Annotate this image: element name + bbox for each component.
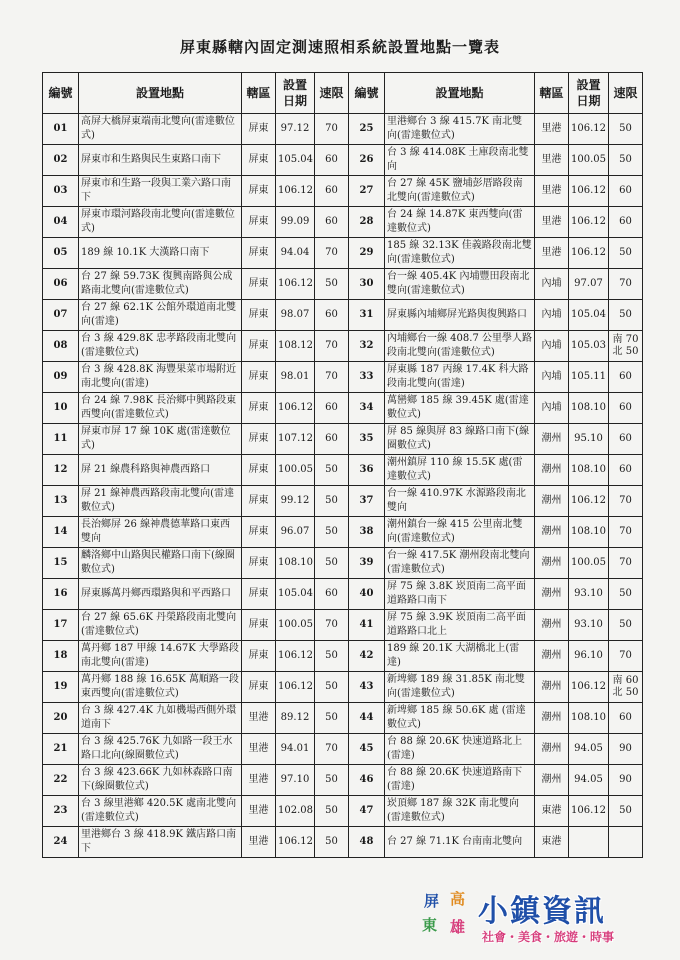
row-date: 93.10 <box>569 579 609 610</box>
row-location: 台 27 線 71.1K 台南南北雙向 <box>385 827 535 858</box>
row-date: 93.10 <box>569 610 609 641</box>
logo-char: 高 <box>450 890 466 908</box>
table-row <box>43 424 643 455</box>
row-location: 萬丹鄉 188 線 16.65K 萬順路一段東西雙向(雷達數位式) <box>79 672 242 703</box>
row-district: 屏東 <box>242 269 276 300</box>
row-district: 屏東 <box>242 362 276 393</box>
row-district: 屏東 <box>242 548 276 579</box>
row-location: 台 88 線 20.6K 快速道路南下(雷達) <box>385 765 535 796</box>
row-date: 94.01 <box>276 734 315 765</box>
row-date: 97.07 <box>569 269 609 300</box>
row-location: 台 27 線 45K 鹽埔彭厝路段南北雙向(雷達數位式) <box>385 176 535 207</box>
table-row <box>43 796 643 827</box>
row-location: 新埤鄉 189 線 31.85K 南北雙向(雷達數位式) <box>385 672 535 703</box>
row-speed-limit: 50 <box>315 269 349 300</box>
row-location: 崁頂鄉 187 線 32K 南北雙向(雷達數位式) <box>385 796 535 827</box>
row-speed-limit: 50 <box>315 486 349 517</box>
row-location: 潮州鎮屏 110 線 15.5K 處(雷達數位式) <box>385 455 535 486</box>
row-date: 106.12 <box>276 176 315 207</box>
row-speed-limit: 70 <box>315 362 349 393</box>
row-district: 屏東 <box>242 641 276 672</box>
row-number: 44 <box>349 703 385 734</box>
row-district: 潮州 <box>535 765 569 796</box>
row-speed-limit: 70 <box>609 486 643 517</box>
row-number: 45 <box>349 734 385 765</box>
row-number: 22 <box>43 765 79 796</box>
logo-badge <box>420 890 474 944</box>
table-row <box>43 672 643 703</box>
page-title: 屏東縣轄內固定測速照相系統設置地點一覽表 <box>179 38 500 56</box>
row-date: 99.12 <box>276 486 315 517</box>
row-district: 里港 <box>242 827 276 858</box>
row-district: 潮州 <box>535 703 569 734</box>
table-row <box>43 579 643 610</box>
row-location: 長治鄉屏 26 線神農德華路口東西雙向 <box>79 517 242 548</box>
row-location: 台一線 410.97K 水源路段南北雙向 <box>385 486 535 517</box>
row-district: 里港 <box>242 734 276 765</box>
logo-char: 屏 <box>424 892 440 910</box>
table-header-row <box>43 73 643 114</box>
row-speed-limit: 60 <box>609 455 643 486</box>
row-district: 潮州 <box>535 610 569 641</box>
row-speed-limit: 60 <box>315 424 349 455</box>
row-district: 內埔 <box>535 269 569 300</box>
row-date: 106.12 <box>569 672 609 703</box>
row-number: 21 <box>43 734 79 765</box>
row-location: 屏 21 線神農西路段南北雙向(雷達數位式) <box>79 486 242 517</box>
row-number: 33 <box>349 362 385 393</box>
row-district: 里港 <box>535 145 569 176</box>
row-district: 里港 <box>242 703 276 734</box>
row-date: 94.05 <box>569 765 609 796</box>
row-speed-limit: 50 <box>315 641 349 672</box>
row-date: 100.05 <box>569 145 609 176</box>
row-location: 台一線 405.4K 內埔豐田段南北雙向(雷達數位式) <box>385 269 535 300</box>
row-location: 屏東縣內埔鄉屏光路與復興路口 <box>385 300 535 331</box>
row-location: 屏東市環河路段南北雙向(雷達數位式) <box>79 207 242 238</box>
table-row <box>43 362 643 393</box>
row-number: 24 <box>43 827 79 858</box>
row-speed-limit <box>609 827 643 858</box>
row-number: 13 <box>43 486 79 517</box>
row-speed-limit: 60 <box>315 579 349 610</box>
row-district: 里港 <box>242 796 276 827</box>
row-speed-limit: 50 <box>315 703 349 734</box>
table-row <box>43 517 643 548</box>
row-district: 里港 <box>535 207 569 238</box>
row-speed-limit: 60 <box>609 703 643 734</box>
row-location: 185 線 32.13K 佳義路段南北雙向(雷達數位式) <box>385 238 535 269</box>
row-location: 屏東市和生路一段與工業六路口南下 <box>79 176 242 207</box>
row-district: 屏東 <box>242 579 276 610</box>
row-speed-limit: 70 <box>315 114 349 145</box>
row-date: 94.05 <box>569 734 609 765</box>
row-date: 106.12 <box>569 114 609 145</box>
row-district: 屏東 <box>242 672 276 703</box>
row-location: 高屏大橋屏東端南北雙向(雷達數位式) <box>79 114 242 145</box>
row-location: 屏 21 線農科路與神農西路口 <box>79 455 242 486</box>
row-location: 台 3 線 429.8K 忠孝路段南北雙向(雷達數位式) <box>79 331 242 362</box>
row-speed-limit: 70 <box>609 517 643 548</box>
header-no: 編號 <box>43 73 79 114</box>
row-speed-limit: 70 <box>609 641 643 672</box>
row-number: 14 <box>43 517 79 548</box>
row-district: 屏東 <box>242 114 276 145</box>
row-date: 100.05 <box>569 548 609 579</box>
row-speed-limit: 60 <box>609 424 643 455</box>
row-speed-limit: 50 <box>315 455 349 486</box>
row-number: 32 <box>349 331 385 362</box>
row-date: 105.04 <box>569 300 609 331</box>
row-speed-limit: 50 <box>609 796 643 827</box>
row-speed-limit: 50 <box>609 238 643 269</box>
row-district: 內埔 <box>535 393 569 424</box>
row-speed-limit: 70 <box>609 548 643 579</box>
row-date: 106.12 <box>569 486 609 517</box>
row-speed-limit: 50 <box>315 672 349 703</box>
row-date: 106.12 <box>276 641 315 672</box>
row-speed-limit: 70 <box>609 269 643 300</box>
row-number: 02 <box>43 145 79 176</box>
table-row <box>43 827 643 858</box>
row-number: 12 <box>43 455 79 486</box>
row-speed-limit: 50 <box>609 300 643 331</box>
row-location: 屏東市和生路與民生東路口南下 <box>79 145 242 176</box>
row-speed-limit: 50 <box>315 796 349 827</box>
logo-char: 東 <box>422 916 438 934</box>
row-location: 台 27 線 59.73K 復興南路與公成路南北雙向(雷達數位式) <box>79 269 242 300</box>
row-number: 04 <box>43 207 79 238</box>
row-speed-limit: 50 <box>609 145 643 176</box>
row-date: 108.10 <box>569 455 609 486</box>
row-number: 41 <box>349 610 385 641</box>
header-district: 轄區 <box>242 73 276 114</box>
row-date: 105.11 <box>569 362 609 393</box>
row-number: 11 <box>43 424 79 455</box>
row-date: 106.12 <box>569 796 609 827</box>
table-row <box>43 734 643 765</box>
row-speed-limit: 50 <box>609 610 643 641</box>
row-date: 98.07 <box>276 300 315 331</box>
table-row <box>43 176 643 207</box>
row-district: 里港 <box>242 765 276 796</box>
row-district: 屏東 <box>242 486 276 517</box>
header-limit: 速限 <box>609 73 643 114</box>
row-district: 屏東 <box>242 455 276 486</box>
row-location: 台 3 線 414.08K 土庫段南北雙向 <box>385 145 535 176</box>
table-row <box>43 548 643 579</box>
row-location: 台 24 線 14.87K 東西雙向(雷達數位式) <box>385 207 535 238</box>
row-number: 08 <box>43 331 79 362</box>
row-district: 屏東 <box>242 145 276 176</box>
row-number: 17 <box>43 610 79 641</box>
speed-camera-table <box>42 72 643 858</box>
row-number: 30 <box>349 269 385 300</box>
row-speed-limit: 50 <box>315 548 349 579</box>
row-speed-limit: 90 <box>609 734 643 765</box>
row-number: 15 <box>43 548 79 579</box>
table-row <box>43 114 643 145</box>
row-number: 19 <box>43 672 79 703</box>
row-location: 里港鄉台 3 線 418.9K 鐵店路口南下 <box>79 827 242 858</box>
row-date: 107.12 <box>276 424 315 455</box>
row-district: 潮州 <box>535 641 569 672</box>
row-number: 06 <box>43 269 79 300</box>
row-number: 20 <box>43 703 79 734</box>
row-date: 89.12 <box>276 703 315 734</box>
row-date: 105.04 <box>276 579 315 610</box>
row-district: 屏東 <box>242 176 276 207</box>
row-location: 屏 75 線 3.8K 崁頂南二高平面道路路口南下 <box>385 579 535 610</box>
row-location: 潮州鎮台一線 415 公里南北雙向(雷達數位式) <box>385 517 535 548</box>
row-location: 屏東市屏 17 線 10K 處(雷達數位式) <box>79 424 242 455</box>
row-district: 潮州 <box>535 486 569 517</box>
table-row <box>43 269 643 300</box>
row-location: 台 3 線里港鄉 420.5K 處南北雙向(雷達數位式) <box>79 796 242 827</box>
row-number: 01 <box>43 114 79 145</box>
row-location: 新埤鄉 185 線 50.6K 處 (雷達數位式) <box>385 703 535 734</box>
table-row <box>43 455 643 486</box>
row-date: 106.12 <box>569 207 609 238</box>
row-district: 內埔 <box>535 300 569 331</box>
row-number: 40 <box>349 579 385 610</box>
row-number: 18 <box>43 641 79 672</box>
row-speed-limit: 60 <box>315 300 349 331</box>
row-number: 09 <box>43 362 79 393</box>
row-district: 屏東 <box>242 517 276 548</box>
row-speed-limit: 60 <box>315 145 349 176</box>
row-date: 108.10 <box>569 703 609 734</box>
header-no: 編號 <box>349 73 385 114</box>
table-row <box>43 641 643 672</box>
row-date: 100.05 <box>276 610 315 641</box>
row-location: 萬丹鄉 187 甲線 14.67K 大學路段南北雙向(雷達) <box>79 641 242 672</box>
row-location: 屏東縣萬丹鄉西環路與和平西路口 <box>79 579 242 610</box>
row-speed-limit: 60 <box>609 362 643 393</box>
row-number: 07 <box>43 300 79 331</box>
row-speed-limit: 90 <box>609 765 643 796</box>
row-district: 屏東 <box>242 238 276 269</box>
row-location: 台 27 線 65.6K 丹榮路段南北雙向(雷達數位式) <box>79 610 242 641</box>
row-speed-limit: 50 <box>609 114 643 145</box>
logo-char: 雄 <box>450 918 466 936</box>
row-location: 屏 75 線 3.9K 崁頂南二高平面道路路口北上 <box>385 610 535 641</box>
table-row <box>43 145 643 176</box>
row-location: 台 24 線 7.98K 長治鄉中興路段東西雙向(雷達數位式) <box>79 393 242 424</box>
row-district: 潮州 <box>535 672 569 703</box>
header-location: 設置地點 <box>79 73 242 114</box>
row-location: 189 線 20.1K 大湖橋北上(雷達) <box>385 641 535 672</box>
row-speed-limit: 70 <box>315 610 349 641</box>
table-row <box>43 486 643 517</box>
row-speed-limit: 50 <box>315 765 349 796</box>
row-date: 108.12 <box>276 331 315 362</box>
row-location: 台 27 線 62.1K 公館外環道南北雙向(雷達) <box>79 300 242 331</box>
row-district: 里港 <box>535 114 569 145</box>
row-district: 里港 <box>535 176 569 207</box>
row-location: 內埔鄉台一線 408.7 公里學人路段南北雙向(雷達數位式) <box>385 331 535 362</box>
row-location: 台 3 線 428.8K 海豐果菜市場附近南北雙向(雷達) <box>79 362 242 393</box>
row-date: 108.10 <box>569 393 609 424</box>
row-district: 潮州 <box>535 455 569 486</box>
row-number: 36 <box>349 455 385 486</box>
row-date: 102.08 <box>276 796 315 827</box>
row-location: 萬巒鄉 185 線 39.45K 處(雷達數位式) <box>385 393 535 424</box>
row-district: 屏東 <box>242 207 276 238</box>
row-number: 43 <box>349 672 385 703</box>
row-number: 35 <box>349 424 385 455</box>
row-location: 189 線 10.1K 大漢路口南下 <box>79 238 242 269</box>
row-date: 105.04 <box>276 145 315 176</box>
table-row <box>43 610 643 641</box>
logo-tagline: 社會・美食・旅遊・時事 <box>482 930 615 944</box>
row-date: 99.09 <box>276 207 315 238</box>
header-location: 設置地點 <box>385 73 535 114</box>
table-row <box>43 207 643 238</box>
watermark-logo <box>420 886 670 948</box>
row-number: 37 <box>349 486 385 517</box>
row-district: 屏東 <box>242 610 276 641</box>
row-location: 台 3 線 425.76K 九如路一段王水路口北向(線圈數位式) <box>79 734 242 765</box>
row-speed-limit: 50 <box>609 579 643 610</box>
row-speed-limit: 南 60 北 50 <box>609 672 643 703</box>
row-number: 10 <box>43 393 79 424</box>
row-date: 106.12 <box>569 176 609 207</box>
row-number: 25 <box>349 114 385 145</box>
row-date: 106.12 <box>276 393 315 424</box>
row-date: 105.03 <box>569 331 609 362</box>
table-row <box>43 238 643 269</box>
row-district: 東港 <box>535 827 569 858</box>
row-district: 內埔 <box>535 362 569 393</box>
row-date: 106.12 <box>276 269 315 300</box>
row-date: 106.12 <box>276 672 315 703</box>
row-speed-limit: 50 <box>315 827 349 858</box>
row-location: 里港鄉台 3 線 415.7K 南北雙向(雷達數位式) <box>385 114 535 145</box>
row-location: 屏 85 線與屏 83 線路口南下(線圈數位式) <box>385 424 535 455</box>
row-number: 47 <box>349 796 385 827</box>
row-date: 96.07 <box>276 517 315 548</box>
row-date: 100.05 <box>276 455 315 486</box>
header-district: 轄區 <box>535 73 569 114</box>
row-date: 106.12 <box>276 827 315 858</box>
row-date: 108.10 <box>569 517 609 548</box>
row-district: 潮州 <box>535 734 569 765</box>
row-number: 39 <box>349 548 385 579</box>
header-limit: 速限 <box>315 73 349 114</box>
row-number: 03 <box>43 176 79 207</box>
row-district: 潮州 <box>535 424 569 455</box>
row-location: 台一線 417.5K 潮州段南北雙向(雷達數位式) <box>385 548 535 579</box>
row-location: 台 88 線 20.6K 快速道路北上(雷達) <box>385 734 535 765</box>
row-location: 台 3 線 427.4K 九如機場西側外環道南下 <box>79 703 242 734</box>
logo-name: 小鎮資訊 <box>478 894 606 929</box>
row-district: 東港 <box>535 796 569 827</box>
row-speed-limit: 70 <box>315 238 349 269</box>
row-number: 34 <box>349 393 385 424</box>
table-row <box>43 393 643 424</box>
row-speed-limit: 60 <box>609 207 643 238</box>
row-district: 潮州 <box>535 548 569 579</box>
table-row <box>43 765 643 796</box>
row-date: 96.10 <box>569 641 609 672</box>
table-row <box>43 703 643 734</box>
row-speed-limit: 60 <box>609 393 643 424</box>
row-speed-limit: 60 <box>315 176 349 207</box>
header-date: 設置日期 <box>569 73 609 114</box>
row-speed-limit: 南 70 北 50 <box>609 331 643 362</box>
row-district: 潮州 <box>535 517 569 548</box>
row-number: 23 <box>43 796 79 827</box>
row-number: 31 <box>349 300 385 331</box>
row-number: 42 <box>349 641 385 672</box>
row-location: 台 3 線 423.66K 九如林森路口南下(線圈數位式) <box>79 765 242 796</box>
row-location: 麟洛鄉中山路與民權路口南下(線圈數位式) <box>79 548 242 579</box>
row-district: 屏東 <box>242 300 276 331</box>
row-number: 46 <box>349 765 385 796</box>
row-speed-limit: 50 <box>315 517 349 548</box>
row-date: 106.12 <box>569 238 609 269</box>
row-number: 16 <box>43 579 79 610</box>
row-date: 97.12 <box>276 114 315 145</box>
row-district: 屏東 <box>242 424 276 455</box>
row-number: 26 <box>349 145 385 176</box>
row-number: 48 <box>349 827 385 858</box>
row-speed-limit: 60 <box>609 176 643 207</box>
row-date: 97.10 <box>276 765 315 796</box>
row-district: 屏東 <box>242 393 276 424</box>
row-date <box>569 827 609 858</box>
row-number: 28 <box>349 207 385 238</box>
row-speed-limit: 70 <box>315 331 349 362</box>
row-speed-limit: 60 <box>315 393 349 424</box>
row-speed-limit: 70 <box>315 734 349 765</box>
table-row <box>43 331 643 362</box>
row-date: 98.01 <box>276 362 315 393</box>
row-district: 屏東 <box>242 331 276 362</box>
row-number: 38 <box>349 517 385 548</box>
header-date: 設置日期 <box>276 73 315 114</box>
table-row <box>43 300 643 331</box>
row-location: 屏東縣 187 丙線 17.4K 科大路段南北雙向(雷達) <box>385 362 535 393</box>
row-number: 27 <box>349 176 385 207</box>
row-speed-limit: 60 <box>315 207 349 238</box>
row-number: 05 <box>43 238 79 269</box>
row-district: 潮州 <box>535 579 569 610</box>
row-date: 108.10 <box>276 548 315 579</box>
row-date: 94.04 <box>276 238 315 269</box>
row-district: 里港 <box>535 238 569 269</box>
row-number: 29 <box>349 238 385 269</box>
row-date: 95.10 <box>569 424 609 455</box>
row-district: 內埔 <box>535 331 569 362</box>
